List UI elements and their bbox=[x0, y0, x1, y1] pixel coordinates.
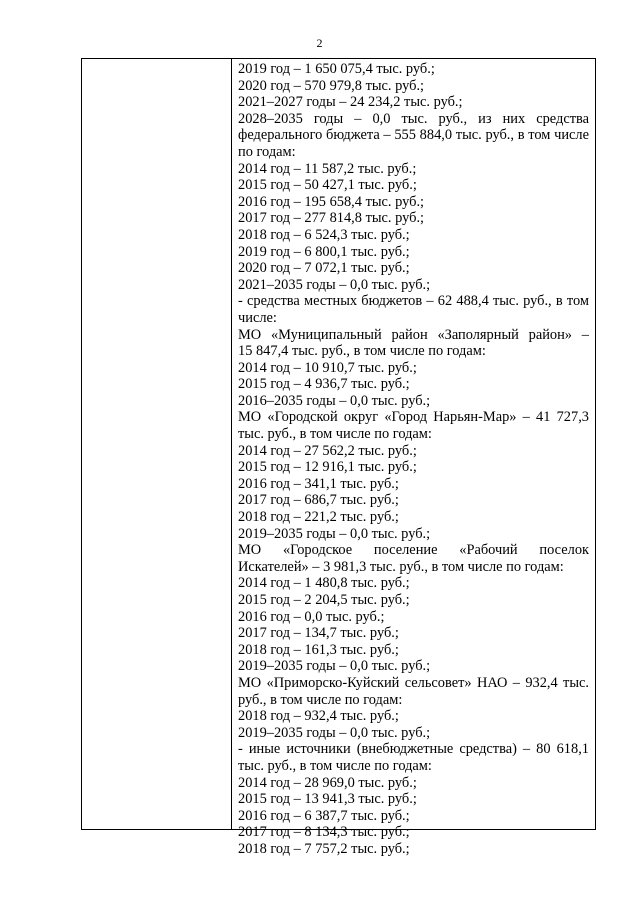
funding-line: МО «Городское поселение «Рабочий поселок bbox=[238, 542, 589, 559]
funding-line: 2019–2035 годы – 0,0 тыс. руб.; bbox=[238, 724, 431, 741]
funding-line: 2019–2035 годы – 0,0 тыс. руб.; bbox=[238, 658, 431, 675]
funding-line: - средства местных бюджетов – 62 488,4 тыс. руб., в том bbox=[238, 293, 589, 310]
funding-line: 2015 год – 2 204,5 тыс. руб.; bbox=[238, 592, 410, 608]
funding-line: 2018 год – 221,2 тыс. руб.; bbox=[238, 509, 399, 526]
funding-line: 2016 год – 341,1 тыс. руб.; bbox=[238, 475, 399, 492]
funding-line: по годам: bbox=[238, 143, 296, 160]
funding-line: 2017 год – 8 134,3 тыс. руб.; bbox=[238, 824, 410, 841]
funding-line: 2014 год – 27 562,2 тыс. руб.; bbox=[238, 442, 417, 459]
funding-line: 2019–2035 годы – 0,0 тыс. руб.; bbox=[238, 525, 431, 542]
table-right-cell bbox=[233, 61, 595, 858]
funding-line: 2018 год – 7 757,2 тыс. руб.; bbox=[238, 840, 410, 857]
funding-line: руб., в том числе по годам: bbox=[238, 691, 403, 708]
funding-line: 2015 год – 4 936,7 тыс. руб.; bbox=[238, 376, 410, 393]
funding-line: МО «Муниципальный район «Заполярный район» – bbox=[238, 326, 589, 343]
funding-line: 2021–2027 годы – 24 234,2 тыс. руб.; bbox=[238, 94, 463, 111]
funding-table bbox=[81, 58, 596, 857]
funding-line: 2021–2035 годы – 0,0 тыс. руб.; bbox=[238, 276, 431, 293]
funding-line: 2019 год – 1 650 075,4 тыс. руб.; bbox=[238, 61, 435, 77]
page-number: 2 bbox=[316, 36, 323, 50]
funding-line: 2015 год – 50 427,1 тыс. руб.; bbox=[238, 177, 417, 194]
funding-line: тыс. руб., в том числе по годам: bbox=[238, 757, 432, 774]
funding-line: 2018 год – 6 524,3 тыс. руб.; bbox=[238, 226, 410, 243]
funding-line: МО «Приморско-Куйский сельсовет» НАО – 932,4 тыс. bbox=[238, 674, 589, 691]
funding-line: Искателей» – 3 981,3 тыс. руб., в том числе по годам: bbox=[238, 558, 564, 575]
funding-line: федерального бюджета – 555 884,0 тыс. руб., в том числе bbox=[238, 127, 589, 144]
table-left-cell bbox=[82, 59, 232, 829]
funding-line: 2018 год – 932,4 тыс. руб.; bbox=[238, 708, 399, 725]
funding-line: 2017 год – 134,7 тыс. руб.; bbox=[238, 625, 399, 642]
funding-line: 2016 год – 195 658,4 тыс. руб.; bbox=[238, 193, 425, 210]
funding-line: тыс. руб., в том числе по годам: bbox=[238, 426, 432, 443]
funding-line: 2014 год – 10 910,7 тыс. руб.; bbox=[238, 359, 417, 376]
funding-line: 2016 год – 6 387,7 тыс. руб.; bbox=[238, 807, 410, 824]
funding-line: 2028–2035 годы – 0,0 тыс. руб., из них средства bbox=[238, 110, 589, 127]
funding-line: 2014 год – 28 969,0 тыс. руб.; bbox=[238, 774, 417, 791]
funding-line: 2015 год – 12 916,1 тыс. руб.; bbox=[238, 459, 417, 476]
funding-line: 2017 год – 686,7 тыс. руб.; bbox=[238, 492, 399, 509]
funding-line: 2015 год – 13 941,3 тыс. руб.; bbox=[238, 791, 417, 808]
funding-line: 2016–2035 годы – 0,0 тыс. руб.; bbox=[238, 392, 431, 409]
funding-line: 2016 год – 0,0 тыс. руб.; bbox=[238, 608, 385, 625]
funding-line: 15 847,4 тыс. руб., в том числе по годам: bbox=[238, 343, 486, 360]
funding-line: МО «Городской округ «Город Нарьян-Мар» – 41 727,3 bbox=[238, 409, 589, 426]
funding-line: 2014 год – 11 587,2 тыс. руб.; bbox=[238, 160, 417, 177]
funding-line: 2019 год – 6 800,1 тыс. руб.; bbox=[238, 243, 410, 260]
funding-line: числе: bbox=[238, 309, 277, 326]
funding-line: - иные источники (внебюджетные средства) – 80 618,1 bbox=[238, 741, 589, 758]
funding-line: 2017 год – 277 814,8 тыс. руб.; bbox=[238, 210, 425, 227]
funding-line: 2020 год – 7 072,1 тыс. руб.; bbox=[238, 260, 410, 277]
funding-line: 2014 год – 1 480,8 тыс. руб.; bbox=[238, 575, 410, 592]
funding-line: 2020 год – 570 979,8 тыс. руб.; bbox=[238, 77, 425, 94]
funding-line: 2018 год – 161,3 тыс. руб.; bbox=[238, 641, 399, 658]
